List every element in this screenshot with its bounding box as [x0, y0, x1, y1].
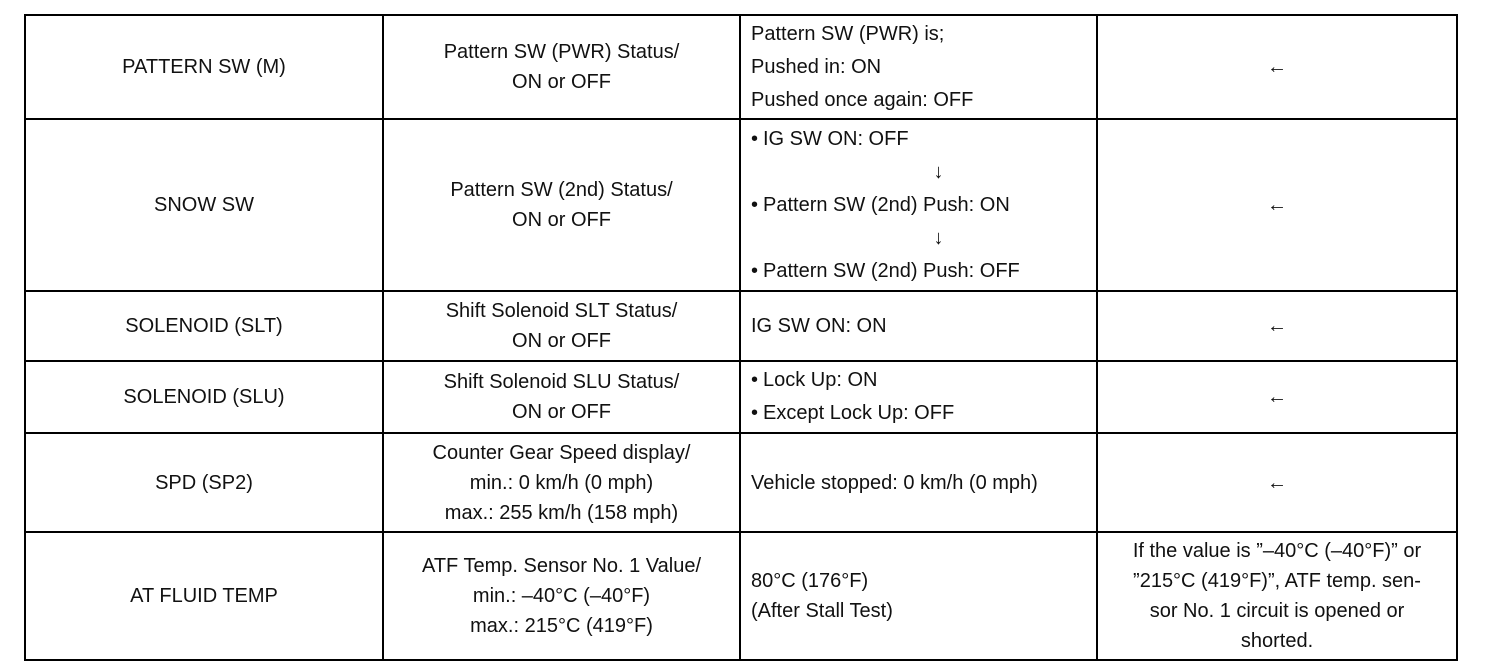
bullet-icon: •	[751, 402, 759, 424]
list-item: • Lock Up: ON	[751, 364, 1086, 397]
table-row	[25, 119, 1457, 291]
item-cell: SOLENOID (SLU)	[25, 361, 383, 433]
normal-condition-cell	[1097, 291, 1457, 361]
normal-condition-cell	[1097, 15, 1457, 119]
bullet-icon: •	[751, 193, 759, 216]
list-item: • Except Lock Up: OFF	[751, 397, 1086, 430]
item-cell: SOLENOID (SLT)	[25, 291, 383, 361]
data-list-table	[24, 14, 1458, 661]
bullet-icon: •	[751, 127, 759, 150]
list-item: • IG SW ON: OFF	[751, 123, 1086, 156]
bullet-icon: •	[751, 259, 759, 282]
table-row	[25, 361, 1457, 433]
normal-condition-cell	[1097, 361, 1457, 433]
table-row	[25, 15, 1457, 119]
measurement-cell: ATF Temp. Sensor No. 1 Value/ min.: –40°C (–40°F) max.: 215°C (419°F)	[383, 532, 740, 660]
measurement-cell: Pattern SW (2nd) Status/ ON or OFF	[383, 119, 740, 291]
table-row	[25, 433, 1457, 532]
left-arrow-icon: ←	[1267, 386, 1287, 408]
list-item: • Pattern SW (2nd) Push: OFF	[751, 255, 1086, 288]
item-cell: PATTERN SW (M)	[25, 15, 383, 119]
item-cell: AT FLUID TEMP	[25, 532, 383, 660]
measurement-cell: Pattern SW (PWR) Status/ ON or OFF	[383, 15, 740, 119]
item-cell: SPD (SP2)	[25, 433, 383, 532]
table-row	[25, 532, 1457, 660]
left-arrow-icon: ←	[1267, 56, 1287, 78]
normal-condition-cell	[1097, 119, 1457, 291]
condition-cell: Vehicle stopped: 0 km/h (0 mph)	[740, 433, 1097, 532]
down-arrow-icon: ↓	[933, 160, 944, 183]
item-cell: SNOW SW	[25, 119, 383, 291]
left-arrow-icon: ←	[1267, 194, 1287, 216]
condition-cell	[740, 361, 1097, 433]
measurement-cell: Shift Solenoid SLT Status/ ON or OFF	[383, 291, 740, 361]
normal-condition-cell: If the value is ”–40°C (–40°F)” or ”215°C (419°F)”, ATF temp. sen- sor No. 1 circuit is opened or shorted.	[1097, 532, 1457, 660]
condition-cell: IG SW ON: ON	[740, 291, 1097, 361]
condition-cell	[740, 119, 1097, 291]
list-item: • Pattern SW (2nd) Push: ON	[751, 189, 1086, 222]
table-row	[25, 291, 1457, 361]
normal-condition-cell	[1097, 433, 1457, 532]
measurement-cell: Counter Gear Speed display/ min.: 0 km/h (0 mph) max.: 255 km/h (158 mph)	[383, 433, 740, 532]
left-arrow-icon: ←	[1267, 471, 1287, 494]
condition-cell: Pattern SW (PWR) is; Pushed in: ON Pushed once again: OFF	[740, 15, 1097, 119]
condition-cell: 80°C (176°F) (After Stall Test)	[740, 532, 1097, 660]
down-arrow-icon: ↓	[933, 226, 944, 249]
left-arrow-icon: ←	[1267, 315, 1287, 337]
bullet-icon: •	[751, 369, 759, 391]
measurement-cell: Shift Solenoid SLU Status/ ON or OFF	[383, 361, 740, 433]
